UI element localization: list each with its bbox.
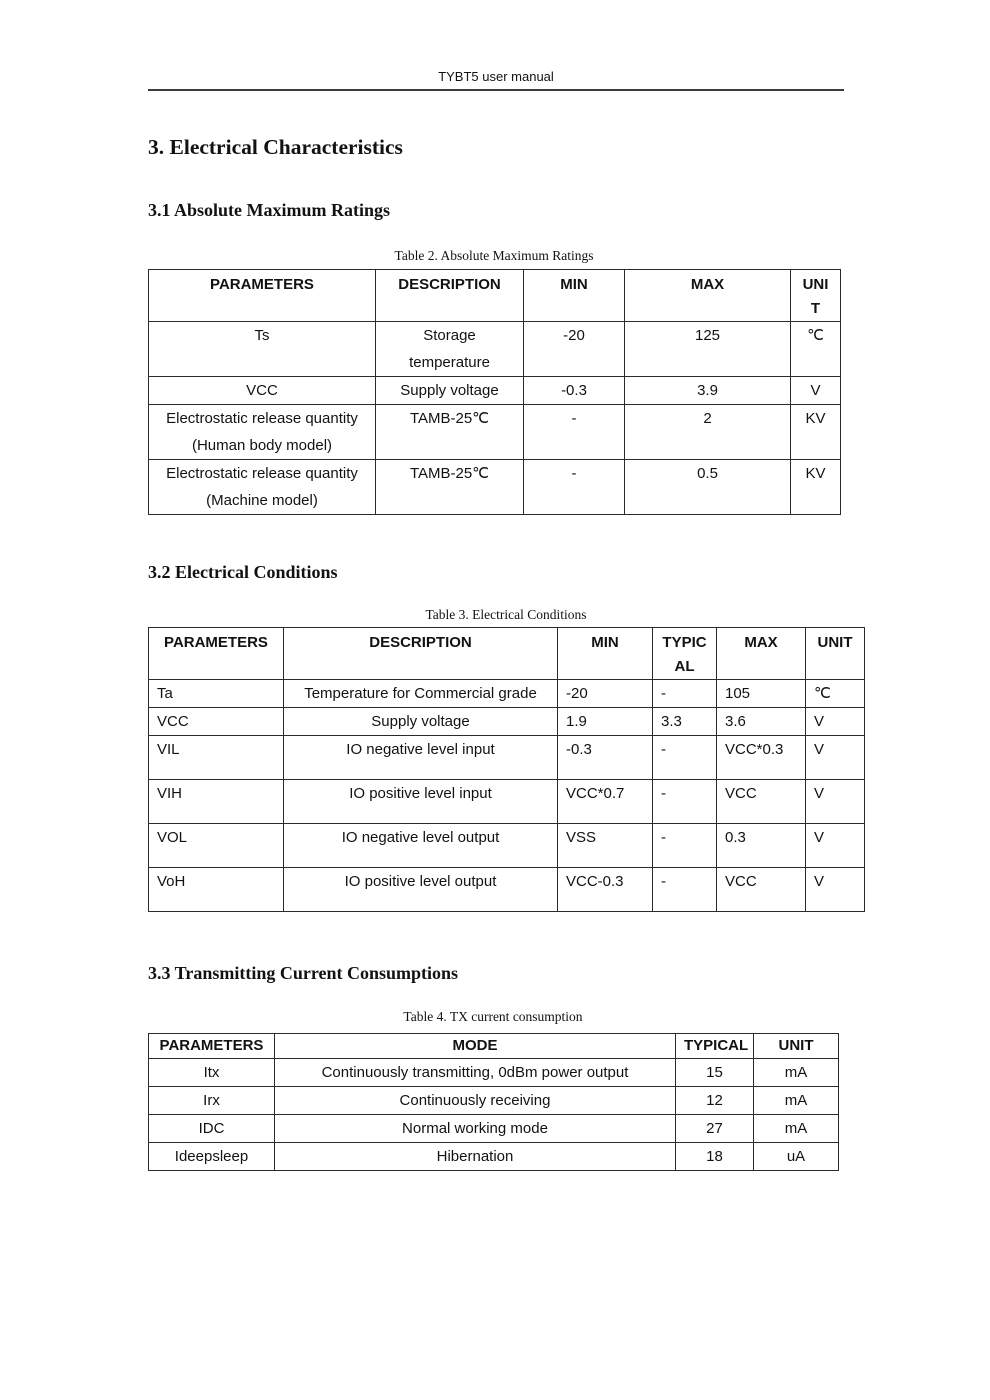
table-cell: -0.3 bbox=[558, 736, 653, 780]
table-cell: 2 bbox=[625, 405, 791, 460]
table-cell: -20 bbox=[524, 322, 625, 377]
table-cell: VSS bbox=[558, 824, 653, 868]
column-header: UNIT bbox=[791, 270, 841, 322]
table-row bbox=[149, 780, 865, 824]
table-cell: - bbox=[653, 868, 717, 912]
table-cell: Itx bbox=[149, 1059, 275, 1087]
section-absolute-maximum-ratings bbox=[148, 199, 990, 515]
table-cell: - bbox=[524, 460, 625, 515]
table-cell: 27 bbox=[676, 1115, 754, 1143]
table-cell: IO negative level input bbox=[284, 736, 558, 780]
electrical-conditions-table bbox=[148, 627, 865, 912]
table-cell: VCC bbox=[149, 708, 284, 736]
table-cell: VCC*0.3 bbox=[717, 736, 806, 780]
table-cell: Continuously transmitting, 0dBm power output bbox=[275, 1059, 676, 1087]
table-cell: -0.3 bbox=[524, 377, 625, 405]
table-cell: Supply voltage bbox=[284, 708, 558, 736]
table-cell: 0.5 bbox=[625, 460, 791, 515]
table-caption: Table 3. Electrical Conditions bbox=[425, 607, 587, 622]
column-header: DESCRIPTION bbox=[376, 270, 524, 322]
table-cell: IO positive level output bbox=[284, 868, 558, 912]
column-header: PARAMETERS bbox=[149, 270, 376, 322]
table-header-row bbox=[149, 270, 841, 322]
table-cell: VCC bbox=[149, 377, 376, 405]
table-row bbox=[149, 377, 841, 405]
table-row bbox=[149, 868, 865, 912]
section-electrical-conditions bbox=[148, 561, 990, 912]
table-cell: VCC bbox=[717, 780, 806, 824]
section-heading: 3.2 Electrical Conditions bbox=[148, 562, 338, 582]
table-cell: 3.6 bbox=[717, 708, 806, 736]
column-header: UNIT bbox=[806, 628, 865, 680]
table-cell: 1.9 bbox=[558, 708, 653, 736]
table-cell: 12 bbox=[676, 1087, 754, 1115]
table-cell: 0.3 bbox=[717, 824, 806, 868]
absolute-maximum-ratings-table bbox=[148, 269, 841, 515]
table-row bbox=[149, 1115, 839, 1143]
table-cell: V bbox=[806, 780, 865, 824]
column-header: DESCRIPTION bbox=[284, 628, 558, 680]
table-row bbox=[149, 1143, 839, 1171]
column-header: MIN bbox=[524, 270, 625, 322]
table-cell: - bbox=[653, 680, 717, 708]
section-heading: 3.1 Absolute Maximum Ratings bbox=[148, 200, 391, 220]
table-cell: mA bbox=[754, 1059, 839, 1087]
table-cell: VIL bbox=[149, 736, 284, 780]
table-cell: VCC bbox=[717, 868, 806, 912]
table-cell: uA bbox=[754, 1143, 839, 1171]
table-cell: VIH bbox=[149, 780, 284, 824]
table-cell: Ta bbox=[149, 680, 284, 708]
column-header: MAX bbox=[625, 270, 791, 322]
table-cell: TAMB-25℃ bbox=[376, 460, 524, 515]
table-row bbox=[149, 322, 841, 377]
table-header-row bbox=[149, 628, 865, 680]
table-row bbox=[149, 736, 865, 780]
table-cell: 3.9 bbox=[625, 377, 791, 405]
table-cell: IO positive level input bbox=[284, 780, 558, 824]
table-cell: - bbox=[653, 736, 717, 780]
table-cell: TAMB-25℃ bbox=[376, 405, 524, 460]
table-cell: 18 bbox=[676, 1143, 754, 1171]
table-cell: Hibernation bbox=[275, 1143, 676, 1171]
table-cell: Ts bbox=[149, 322, 376, 377]
tx-current-consumption-table bbox=[148, 1033, 839, 1171]
table-cell: V bbox=[806, 708, 865, 736]
table-cell: Irx bbox=[149, 1087, 275, 1115]
table-cell: 3.3 bbox=[653, 708, 717, 736]
section-transmitting-current-consumptions bbox=[148, 962, 990, 1171]
column-header: TYPICAL bbox=[653, 628, 717, 680]
table-cell: V bbox=[791, 377, 841, 405]
table-row bbox=[149, 680, 865, 708]
column-header: UNIT bbox=[754, 1034, 839, 1059]
table-cell: KV bbox=[791, 405, 841, 460]
column-header: MIN bbox=[558, 628, 653, 680]
column-header: MAX bbox=[717, 628, 806, 680]
table-row bbox=[149, 1059, 839, 1087]
table-cell: KV bbox=[791, 460, 841, 515]
table-cell: ℃ bbox=[791, 322, 841, 377]
table-cell: -20 bbox=[558, 680, 653, 708]
table-cell: Normal working mode bbox=[275, 1115, 676, 1143]
table-cell: IDC bbox=[149, 1115, 275, 1143]
table-cell: Continuously receiving bbox=[275, 1087, 676, 1115]
column-header: PARAMETERS bbox=[149, 628, 284, 680]
table-row bbox=[149, 708, 865, 736]
table-row bbox=[149, 824, 865, 868]
table-cell: V bbox=[806, 868, 865, 912]
table-cell: VCC*0.7 bbox=[558, 780, 653, 824]
table-row bbox=[149, 460, 841, 515]
table-cell: ℃ bbox=[806, 680, 865, 708]
table-cell: VoH bbox=[149, 868, 284, 912]
section-heading: 3.3 Transmitting Current Consumptions bbox=[148, 963, 459, 983]
column-header: TYPICAL bbox=[676, 1034, 754, 1059]
table-cell: 105 bbox=[717, 680, 806, 708]
table-cell: mA bbox=[754, 1115, 839, 1143]
page-header-title: TYBT5 user manual bbox=[438, 69, 554, 84]
column-header: PARAMETERS bbox=[149, 1034, 275, 1059]
table-cell: VCC-0.3 bbox=[558, 868, 653, 912]
table-cell: Storage temperature bbox=[376, 322, 524, 377]
table-cell: 15 bbox=[676, 1059, 754, 1087]
column-header: MODE bbox=[275, 1034, 676, 1059]
page-header bbox=[148, 68, 844, 91]
table-caption: Table 4. TX current consumption bbox=[403, 1009, 583, 1024]
table-cell: - bbox=[653, 824, 717, 868]
table-cell: Temperature for Commercial grade bbox=[284, 680, 558, 708]
table-cell: V bbox=[806, 736, 865, 780]
table-cell: IO negative level output bbox=[284, 824, 558, 868]
table-cell: VOL bbox=[149, 824, 284, 868]
main-heading: 3. Electrical Characteristics bbox=[148, 135, 403, 159]
table-cell: Supply voltage bbox=[376, 377, 524, 405]
table-row bbox=[149, 1087, 839, 1115]
table-cell: Electrostatic release quantity (Human body model) bbox=[149, 405, 376, 460]
table-cell: 125 bbox=[625, 322, 791, 377]
table-cell: mA bbox=[754, 1087, 839, 1115]
table-caption: Table 2. Absolute Maximum Ratings bbox=[394, 248, 594, 263]
table-header-row bbox=[149, 1034, 839, 1059]
table-cell: - bbox=[524, 405, 625, 460]
table-cell: - bbox=[653, 780, 717, 824]
table-cell: Ideepsleep bbox=[149, 1143, 275, 1171]
table-cell: Electrostatic release quantity (Machine model) bbox=[149, 460, 376, 515]
table-row bbox=[149, 405, 841, 460]
table-cell: V bbox=[806, 824, 865, 868]
